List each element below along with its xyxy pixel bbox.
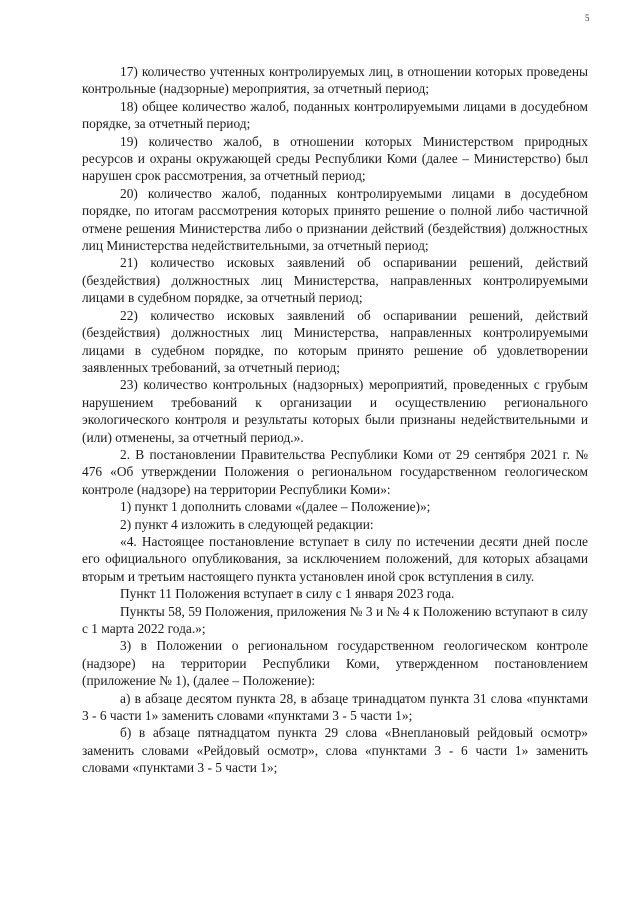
paragraph-point-11-effective: Пункт 11 Положения вступает в силу с 1 января 2023 года.	[120, 586, 455, 602]
paragraph-subitem-1: 1) пункт 1 дополнить словами «(далее – Положение)»;	[120, 499, 431, 515]
paragraph-subitem-2: 2) пункт 4 изложить в следующей редакции:	[120, 516, 374, 532]
paragraph-subitem-b: б) в абзаце пятнадцатом пункта 29 слова «Внеплановый рейдовый осмотр» заменить словами «Рейдовый осмотр», слова «пунктами 3 - 6 части 1» заменить словами «пунктами 3 - 5 части 1»;	[82, 725, 588, 776]
page-number: 5	[585, 13, 590, 23]
paragraph-item-17: 17) количество учтенных контролируемых лиц, в отношении которых проведены контрольные (надзорные) мероприятия, за отчетный период;	[82, 64, 588, 97]
document-body	[82, 63, 588, 777]
paragraph-item-23: 23) количество контрольных (надзорных) мероприятий, проведенных с грубым нарушением требований к организации и осуществлению регионального экологического контроля и результаты которых были признаны недействительными и (или) отменены, за отчетный период.».	[82, 377, 588, 445]
paragraph-item-19: 19) количество жалоб, в отношении которых Министерством природных ресурсов и охраны окружающей среды Республики Коми (далее – Министерство) был нарушен срок рассмотрения, за отчетный период;	[82, 133, 588, 184]
paragraph-item-20: 20) количество жалоб, поданных контролируемыми лицами в досудебном порядке, по итогам рассмотрения которых принято решение о полной либо частичной отмене решения Министерства либо о признании действий (бездействия) должностных лиц Министерства недействительными, за отчетный период;	[82, 185, 588, 254]
paragraph-section-2: 2. В постановлении Правительства Республики Коми от 29 сентября 2021 г. № 476 «Об утверждении Положения о региональном государственном геологическом контроле (надзоре) на территории Республики Коми»:	[82, 446, 588, 497]
paragraph-item-22: 22) количество исковых заявлений об оспаривании решений, действий (бездействия) должностных лиц Министерства, направленных контролируемыми лицами в судебном порядке, по которым принято решение об удовлетворении заявленных требований, за отчетный период;	[82, 307, 588, 375]
paragraph-points-58-59-effective: Пункты 58, 59 Положения, приложения № 3 и № 4 к Положению вступают в силу с 1 марта 2022 года.»;	[82, 603, 588, 636]
paragraph-subitem-3: 3) в Положении о региональном государственном геологическом контроле (надзоре) на территории Республики Коми, утвержденном постановлением (приложение № 1), (далее – Положение):	[82, 638, 588, 689]
paragraph-item-18: 18) общее количество жалоб, поданных контролируемыми лицами в досудебном порядке, за отчетный период;	[82, 98, 588, 132]
paragraph-item-21: 21) количество исковых заявлений об оспаривании решений, действий (бездействия) должностных лиц Министерства, направленных контролируемыми лицами в судебном порядке, за отчетный период;	[82, 255, 588, 306]
paragraph-subitem-a: а) в абзаце десятом пункта 28, в абзаце тринадцатом пункта 31 слова «пунктами 3 - 6 части 1» заменить словами «пунктами 3 - 5 части 1»;	[82, 690, 588, 724]
paragraph-quoted-point-4: «4. Настоящее постановление вступает в силу по истечении десяти дней после его официального опубликования, за исключением положений, для которых абзацами вторым и третьим настоящего пункта установлен иной срок вступления в силу.	[82, 533, 588, 584]
